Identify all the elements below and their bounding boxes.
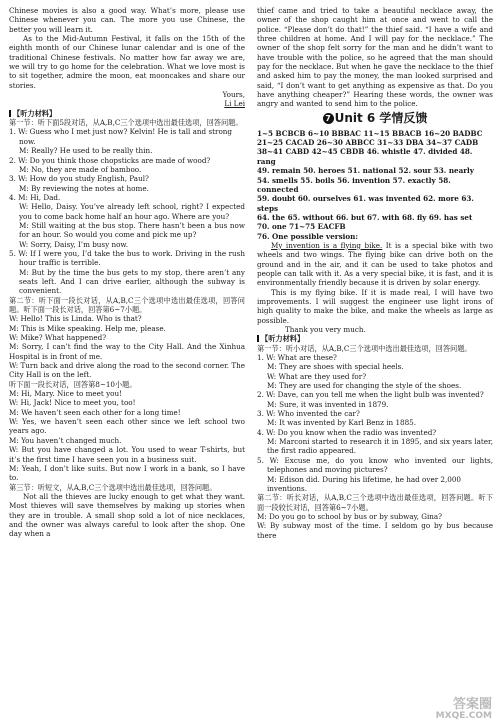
unit-title: Unit 6 学情反馈 — [334, 110, 428, 125]
dialogue-line: W: Hello, Daisy. You’ve already left school, right? I expected you to come back home half an hour ago. Where are you? — [19, 202, 245, 221]
dialogue-line: 2. W: Dave, can you tell me when the light bulb was invented? — [257, 390, 484, 400]
dialogue-line: M: They are used for changing the style of the shoes. — [267, 381, 462, 391]
dialogue-line: W: Sorry, Daisy, I’m busy now. — [19, 239, 128, 249]
dialogue-line: 5. W: If I were you, I’d take the bus to work. Driving in the rush hour traffic is terrible. — [9, 248, 245, 268]
dialogue-line: 5. W: Excuse me, do you know who invented our lights, telephones and moving pictures? — [257, 455, 493, 475]
answer-line: 38~41 CABD 42~45 CBDB 46. whistle 47. divided 48. rang — [257, 147, 473, 166]
listening-header: 【听力材料】 — [257, 334, 493, 343]
essay-title-sentence: My invention is a flying bike. — [271, 240, 383, 250]
dialogue-line: 3. W: How do you study English, Paul? — [9, 174, 149, 184]
essay-paragraph-2: This is my flying bike. If it is made real, I will have two improvements. I will suggest the engineer use light irons of high quality to make the bike, and make the wheels as large as possible. — [257, 287, 493, 325]
dialogue-line: W: What are they used for? — [267, 371, 367, 381]
letter-closing: Yours, — [222, 90, 245, 100]
dialogue-line: M: Hi, Mary. Nice to meet you! — [9, 389, 123, 399]
answer-line: 1~5 BCBCB 6~10 BBBAC 11~15 BBACB 16~20 BADBC — [257, 128, 483, 138]
dialogue-line: M: They are shoes with special heels. — [267, 362, 404, 372]
dialogue-line: M: By reviewing the notes at home. — [19, 183, 149, 193]
answer-line: 64. the 65. without 66. but 67. with 68. fly 69. has set — [257, 212, 473, 222]
essay-paragraph-1: My invention is a flying bike. It is a special bike with two wheels and two wings. The flying bike can drive both on the ground and in the air, and it can be used to take photos and people can talk with it. As a very special bike, it is fast, and it is environmentally friendly because it is driven by solar energy. — [257, 240, 493, 288]
writing-question-label: 76. One possible version: — [257, 231, 359, 241]
dialogue-line: 1. W: Guess who I met just now? Kelvin! He is tall and strong now. — [9, 127, 233, 146]
right-column — [257, 6, 493, 540]
dialogue-line: M: Sorry, I can’t find the way to the City Hall. And the Xinhua Hospital is in front of me. — [9, 342, 245, 361]
listening-passage: Not all the thieves are lucky enough to get what they want. Most thieves will save themselves by making up stories when they are in trouble. A small shop sold a lot of nice necklaces, and the owner was always careful to look after the shop. One day when a — [9, 491, 245, 539]
essay-closing: Thank you very much. — [285, 325, 366, 334]
dialogue-line: W: But you have changed a lot. You used to wear T-shirts, but it’s the first time I have seen you in a business suit. — [9, 445, 245, 464]
answer-line: 70. one 71~75 EACFB — [257, 222, 346, 232]
answer-line: 54. smells 55. boils 56. invention 57. exactly 58. connected — [257, 175, 451, 194]
dialogue-line: W: Mike? What happened? — [9, 333, 107, 343]
dialogue-line: M: We haven’t seen each other for a long time! — [9, 407, 181, 417]
dialogue-line: M: No, they are made of bamboo. — [19, 164, 142, 174]
left-column — [9, 6, 245, 539]
dialogue-line: M: Marconi started to research it in 1895, and six years later, the first radio appeared. — [267, 437, 493, 456]
part2-sub-instruction: 听下面一段长对话，回答第8~10小题。 — [9, 379, 137, 389]
dialogue-line: 2. W: Do you think those chopsticks are made of wood? — [9, 155, 211, 165]
letter-paragraph-1: Chinese movies is also a good way. What’s more, please use Chinese whenever you can. The more you use Chinese, the better you will learn it. — [9, 6, 245, 34]
dialogue-line: M: Still waiting at the bus stop. There hasn’t been a bus now for an hour. So would you come and pick me up? — [19, 220, 245, 240]
part2-instruction: 第二节：听下面一段长对话，从A,B,C三个选项中选出最佳选项，回答问题。听下面一段长对话，回答第6~7小题。 — [9, 295, 245, 314]
part1-instruction: 第一节：听下面5段对话，从A,B,C三个选项中选出最佳选项，回答问题。 — [9, 118, 243, 128]
unit-heading — [257, 111, 493, 126]
answer-line: 21~25 CACAD 26~30 ABBCC 31~33 DBA 34~37 CADB — [257, 138, 479, 148]
dialogue-line: 4. W: Do you know when the radio was invented? — [257, 427, 437, 437]
dialogue-line: W: Hello! This is Linda. Who is that? — [9, 314, 142, 324]
dialogue-line: M: Edison did. During his lifetime, he had over 2,000 inventions. — [267, 474, 461, 493]
dialogue-line: M: Sure, it was invented in 1879. — [267, 399, 389, 409]
part3-instruction: 第三节：听短文，从A,B,C三个选项中选出最佳选项，回答问题。 — [9, 482, 217, 492]
dialogue-line: M: You haven’t changed much. — [9, 435, 122, 445]
section-bar-icon — [9, 110, 11, 117]
answer-line: 49. remain 50. heroes 51. national 52. sour 53. nearly — [257, 166, 474, 176]
dialogue-line: W: Turn back and drive along the road to the second corner. The City Hall is on the left. — [9, 361, 245, 380]
dialogue-line: W: Yes, we haven’t seen each other since we left school two years ago. — [9, 417, 245, 436]
section-bar-icon — [257, 335, 259, 342]
dialogue-line: M: This is Mike speaking. Help me, please. — [9, 323, 166, 333]
listening-header: 【听力材料】 — [9, 109, 245, 118]
dialogue-line: M: But by the time the bus gets to my stop, there aren’t any seats left. And I can drive earlier, although the subway is convenient. — [19, 267, 245, 296]
unit-number-badge: 7 — [323, 113, 334, 124]
dialogue-line: M: Really? He used to be really thin. — [19, 146, 153, 156]
letter-signature: Li Lei — [224, 99, 245, 109]
dialogue-line: W: By subway most of the time. I seldom go by bus because there — [257, 521, 493, 540]
answer-line: 59. doubt 60. ourselves 61. was invented 62. more 63. steps — [257, 194, 474, 213]
dialogue-line: M: It was invented by Karl Benz in 1885. — [267, 418, 417, 428]
letter-paragraph-2: As to the Mid-Autumn Festival, it falls on the 15th of the eighth month of our Chinese lunar calendar and is one of the traditional Chinese festivals. No matter how far away we are, we will try to go home for the celebration. What we love most is to sit together, admire the moon, eat mooncakes and share our stories. — [9, 34, 245, 90]
dialogue-line: 3. W: Who invented the car? — [257, 409, 360, 419]
dialogue-line: 1. W: What are these? — [257, 353, 337, 363]
listening-passage-continued: thief came and tried to take a beautiful necklace away, the owner of the shop caught him at once and went to call the police. “Please don’t do that!” the thief said. “I have a wife and three children at home. And I will pay for the necklace.” The owner of the shop felt sorry for the man and he didn’t want to have trouble with the police, so he agreed that the man should pay for the necklace. But when he gave the necklace to the thief and asked him to pay the money, the man looked surprised and said, “I don’t want to get anything as expensive as that. Do you have anything cheaper?” Hearing these words, the owner was angry and wanted to send him to the police. — [257, 6, 493, 109]
part1-instruction: 第一节：听小对话，从A,B,C三个选项中选出最佳选项，回答问题。 — [257, 343, 472, 353]
dialogue-line: 4. M: Hi, Dad. — [9, 192, 61, 202]
dialogue-line: M: Do you go to school by bus or by subway, Gina? — [257, 511, 443, 521]
dialogue-line: W: Hi, Jack! Nice to meet you, too! — [9, 398, 136, 408]
dialogue-line: M: Yeah, I don’t like suits. But now I work in a bank, so I have to. — [9, 463, 245, 483]
part2-instruction: 第二节：听长对话，从A,B,C三个选项中选出最佳选项，回答问题。听下面一段较长对话，回答第6~7小题。 — [257, 493, 493, 512]
watermark-logo: 答案圈 MXQE.COM — [435, 697, 492, 721]
